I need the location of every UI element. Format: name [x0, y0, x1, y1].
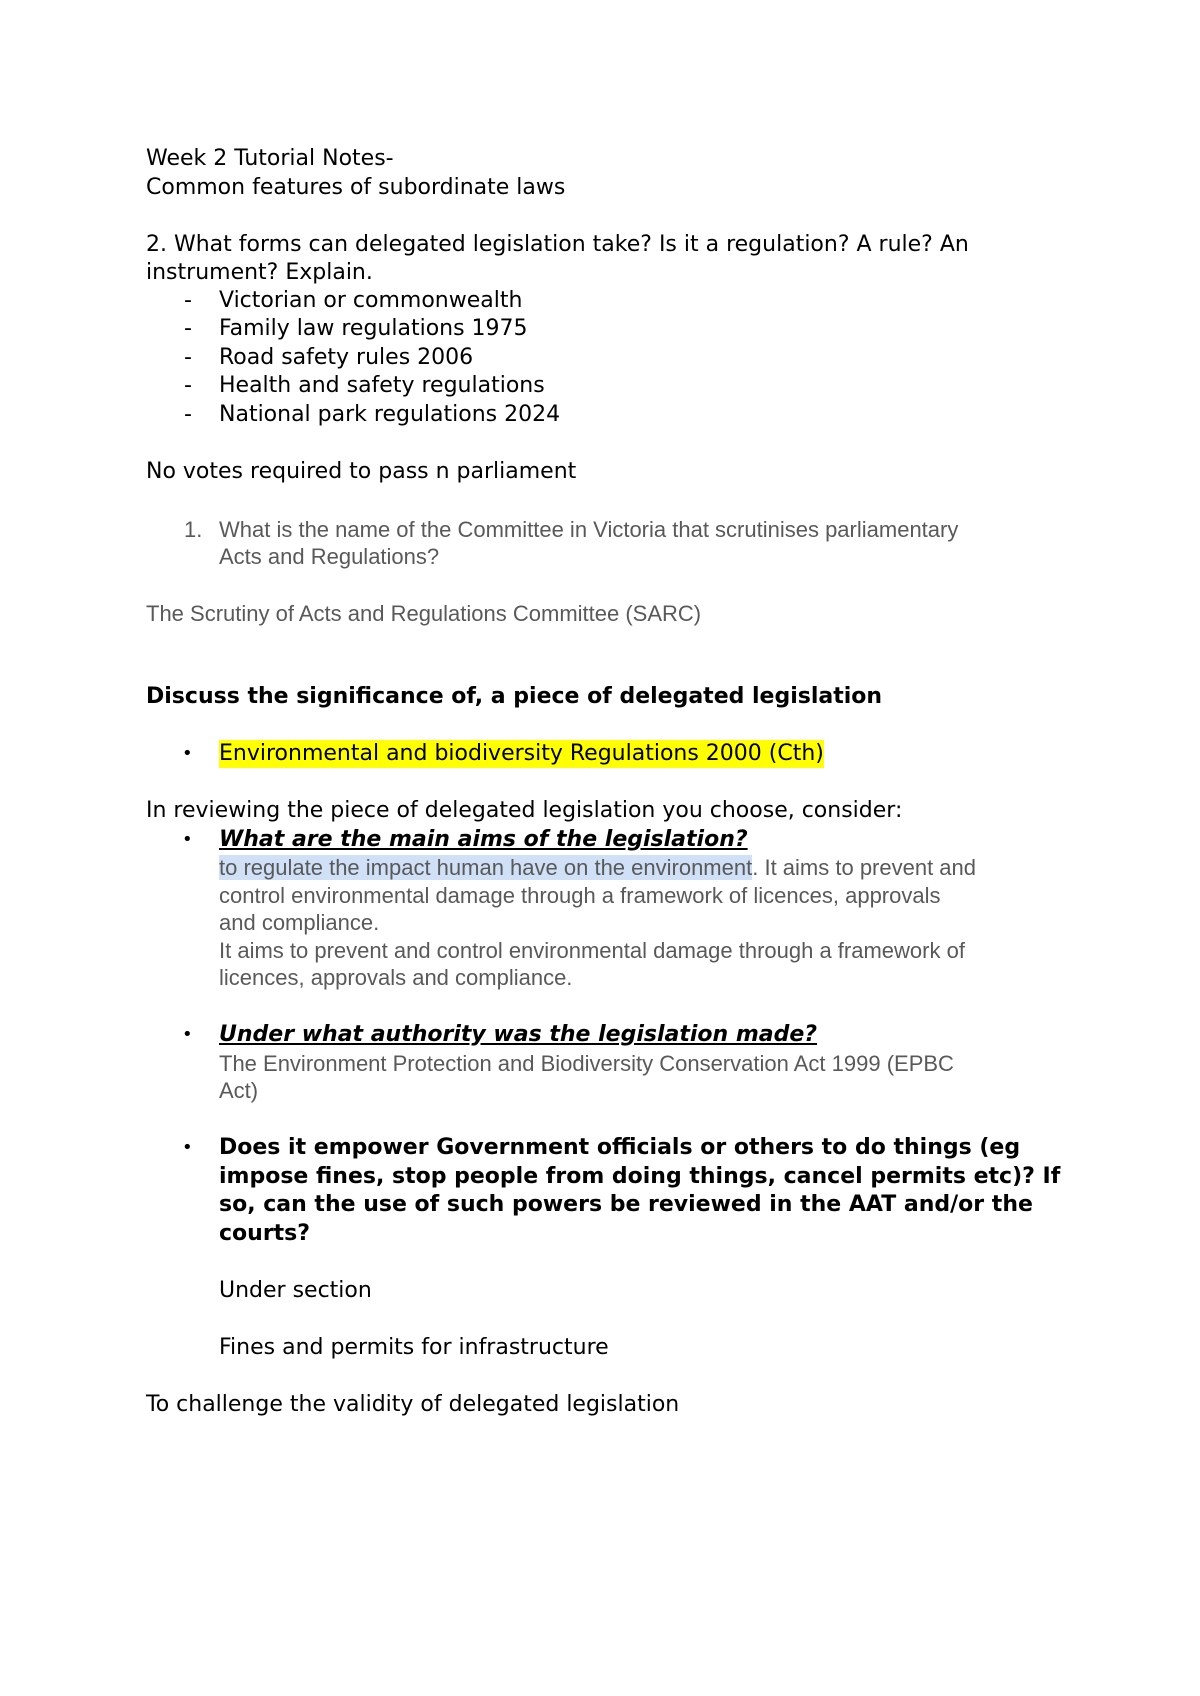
- no-votes-note: No votes required to pass n parliament: [146, 459, 577, 484]
- empower-answer-2: Fines and permits for infrastructure: [219, 1335, 609, 1360]
- list-item: [0, 287, 1200, 315]
- empower-answer-1: Under section: [219, 1278, 372, 1303]
- dash-marker: -: [184, 316, 192, 341]
- authority-answer-line-2: Act): [219, 1078, 259, 1103]
- aims-answer-line-5: licences, approvals and compliance.: [219, 965, 573, 990]
- selected-text[interactable]: to regulate the impact human have on the environment: [219, 855, 753, 880]
- list-item: [0, 372, 1200, 400]
- list-item-text: Health and safety regulations: [219, 373, 545, 398]
- challenge-heading: To challenge the validity of delegated legislation: [146, 1392, 680, 1417]
- aims-answer-line-1: [219, 854, 976, 882]
- authority-question: Under what authority was the legislation made?: [219, 1022, 818, 1047]
- question-2-line-2: instrument? Explain.: [146, 260, 373, 285]
- dash-marker: -: [184, 288, 192, 313]
- list-item: [0, 740, 1200, 770]
- review-intro: In reviewing the piece of delegated legislation you choose, consider:: [146, 798, 903, 823]
- discuss-heading: Discuss the significance of, a piece of delegated legislation: [146, 684, 883, 709]
- list-item: [0, 315, 1200, 343]
- list-item-text: Road safety rules 2006: [219, 345, 474, 370]
- aims-answer-line-4: It aims to prevent and control environmental damage through a framework of: [219, 938, 965, 963]
- aims-answer-rest: . It aims to prevent and: [752, 855, 977, 880]
- list-item: [0, 344, 1200, 372]
- question-1-line-2: Acts and Regulations?: [219, 544, 440, 569]
- list-item-text: Victorian or commonwealth: [219, 288, 523, 313]
- list-item: [0, 1134, 1200, 1162]
- list-item-text: Family law regulations 1975: [219, 316, 528, 341]
- bullet-marker: •: [182, 1137, 193, 1158]
- dash-marker: -: [184, 345, 192, 370]
- empower-question-line-3: so, can the use of such powers be reviewed in the AAT and/or the: [219, 1192, 1033, 1217]
- aims-answer-line-2: control environmental damage through a framework of licences, approvals: [219, 883, 941, 908]
- empower-question-line-4: courts?: [219, 1221, 311, 1246]
- aims-answer-line-3: and compliance.: [219, 910, 380, 935]
- dash-marker: -: [184, 373, 192, 398]
- sarc-answer: The Scrutiny of Acts and Regulations Committee (SARC): [146, 601, 702, 626]
- list-item: [0, 826, 1200, 854]
- empower-question-line-1: Does it empower Government officials or others to do things (eg: [219, 1135, 1021, 1160]
- authority-answer-line-1: The Environment Protection and Biodiversity Conservation Act 1999 (EPBC: [219, 1051, 954, 1076]
- title-line-1: Week 2 Tutorial Notes-: [146, 146, 394, 171]
- bullet-marker: •: [182, 743, 193, 764]
- question-2-line-1: 2. What forms can delegated legislation take? Is it a regulation? A rule? An: [146, 232, 969, 257]
- empower-question-line-2: impose fines, stop people from doing things, cancel permits etc)? If: [219, 1164, 1061, 1189]
- list-item: [0, 401, 1200, 429]
- question-1-number: 1.: [184, 517, 203, 542]
- title-line-2: Common features of subordinate laws: [146, 175, 566, 200]
- list-item: [0, 1021, 1200, 1049]
- bullet-marker: •: [182, 829, 193, 850]
- chosen-legislation: Environmental and biodiversity Regulations 2000 (Cth): [219, 741, 824, 766]
- list-item-text: National park regulations 2024: [219, 402, 561, 427]
- bullet-marker: •: [182, 1024, 193, 1045]
- aims-question: What are the main aims of the legislation?: [219, 827, 748, 852]
- dash-marker: -: [184, 402, 192, 427]
- question-1-line-1: What is the name of the Committee in Victoria that scrutinises parliamentary: [219, 517, 959, 542]
